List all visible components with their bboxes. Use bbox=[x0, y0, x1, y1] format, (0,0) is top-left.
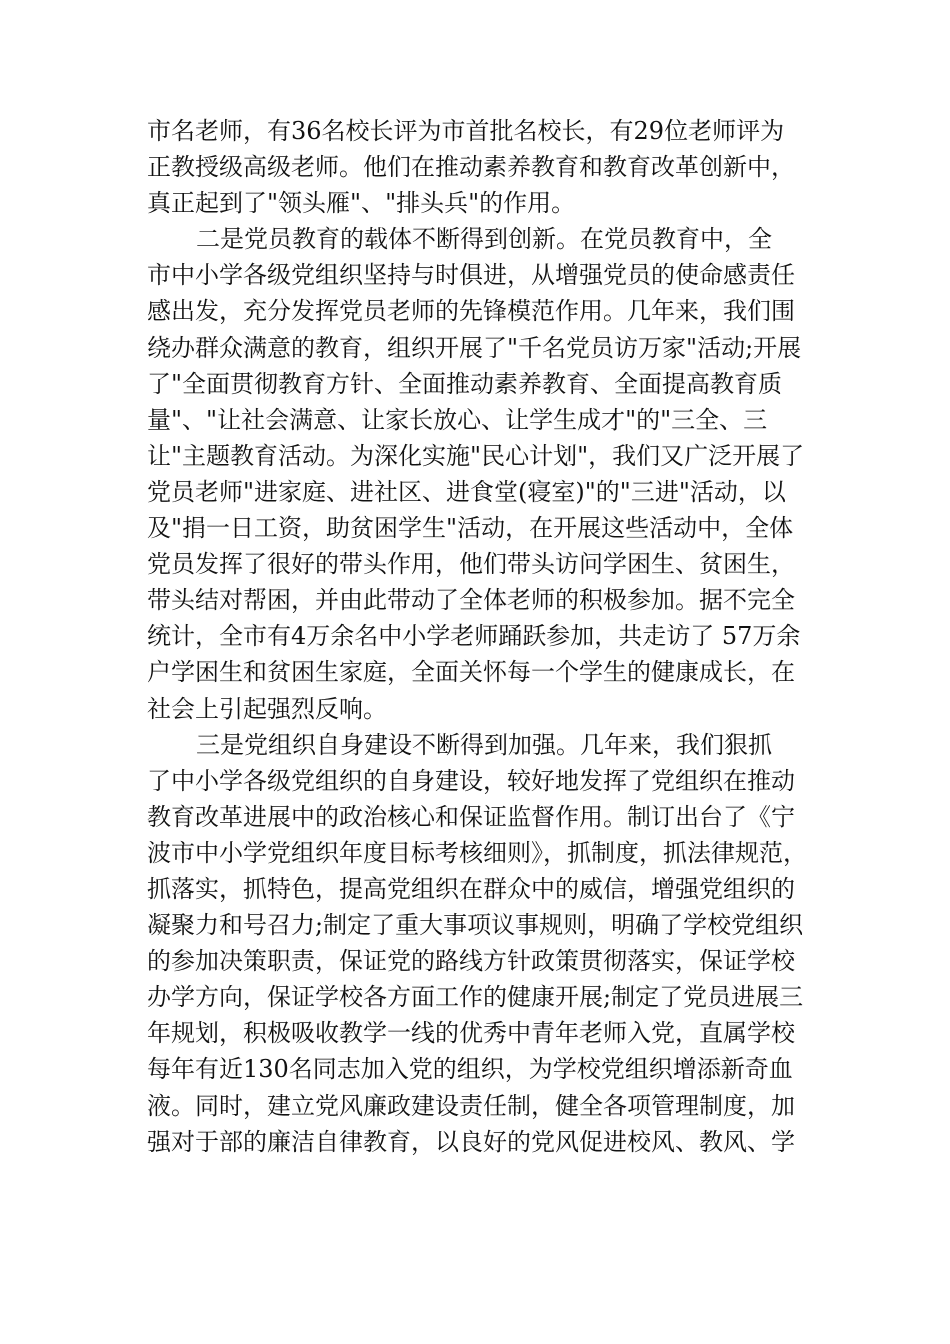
paragraph-2-line-3: 感出发，充分发挥党员老师的先锋模范作用。几年来，我们围 bbox=[147, 297, 795, 326]
paragraph-3-line-2: 了中小学各级党组织的自身建设，较好地发挥了党组织在推动 bbox=[147, 766, 795, 795]
paragraph-3-line-5: 抓落实，抓特色，提高党组织在群众中的威信，增强党组织的 bbox=[147, 874, 795, 903]
paragraph-2-line-6: 量"、"让社会满意、让家长放心、让学生成才"的"三全、三 bbox=[147, 405, 768, 434]
paragraph-2-line-1: 二是党员教育的载体不断得到创新。在党员教育中，全 bbox=[196, 225, 772, 254]
paragraph-3-line-4: 波市中小学党组织年度目标考核细则》，抓制度，抓法律规范， bbox=[147, 838, 807, 867]
paragraph-3-line-7: 的参加决策职责，保证党的路线方针政策贯彻落实，保证学校 bbox=[147, 947, 795, 976]
paragraph-3-line-9: 年规划，积极吸收教学一线的优秀中青年老师入党，直属学校 bbox=[147, 1019, 795, 1048]
paragraph-3-line-10: 每年有近130名同志加入党的组织，为学校党组织增添新奇血 bbox=[147, 1055, 793, 1084]
paragraph-2-line-11: 带头结对帮困，并由此带动了全体老师的积极参加。据不完全 bbox=[147, 586, 795, 615]
paragraph-2-line-14: 社会上引起强烈反响。 bbox=[147, 694, 387, 723]
paragraph-3-line-1: 三是党组织自身建设不断得到加强。几年来，我们狠抓 bbox=[196, 730, 772, 759]
paragraph-2-line-7: 让"主题教育活动。为深化实施"民心计划"，我们又广泛开展了 bbox=[147, 441, 805, 470]
paragraph-1-line-3: 真正起到了"领头雁"、"排头兵"的作用。 bbox=[147, 189, 576, 218]
document-body bbox=[147, 113, 807, 1160]
paragraph-2-line-12: 统计，全市有4万余名中小学老师踊跃参加，共走访了 57万余 bbox=[147, 622, 801, 651]
paragraph-3-line-11: 液。同时，建立党风廉政建设责任制，健全各项管理制度，加 bbox=[147, 1091, 795, 1120]
paragraph-3-line-8: 办学方向，保证学校各方面工作的健康开展;制定了党员进展三 bbox=[147, 983, 804, 1012]
paragraph-2-line-13: 户学困生和贫困生家庭，全面关怀每一个学生的健康成长，在 bbox=[147, 658, 795, 687]
paragraph-2-line-5: 了"全面贯彻教育方针、全面推动素养教育、全面提高教育质 bbox=[147, 369, 783, 398]
paragraph-2-line-8: 党员老师"进家庭、进社区、进食堂(寝室)"的"三进"活动，以 bbox=[147, 477, 786, 506]
paragraph-2-line-4: 绕办群众满意的教育，组织开展了"千名党员访万家"活动;开展 bbox=[147, 333, 802, 362]
paragraph-1-line-2: 正教授级高级老师。他们在推动素养教育和教育改革创新中， bbox=[147, 153, 795, 182]
paragraph-3-line-3: 教育改革进展中的政治核心和保证监督作用。制订出台了《宁 bbox=[147, 802, 795, 831]
paragraph-3-line-12: 强对于部的廉洁自律教育，以良好的党风促进校风、教风、学 bbox=[147, 1127, 795, 1156]
paragraph-2-line-10: 党员发挥了很好的带头作用，他们带头访问学困生、贫困生， bbox=[147, 550, 795, 579]
paragraph-3-line-6: 凝聚力和号召力;制定了重大事项议事规则，明确了学校党组织 bbox=[147, 911, 804, 940]
paragraph-2-line-9: 及"捐一日工资，助贫困学生"活动，在开展这些活动中，全体 bbox=[147, 514, 794, 543]
paragraph-1-line-1: 市名老师，有36名校长评为市首批名校长，有29位老师评为 bbox=[147, 117, 785, 145]
paragraph-2-line-2: 市中小学各级党组织坚持与时俱进，从增强党员的使命感责任 bbox=[147, 261, 795, 290]
